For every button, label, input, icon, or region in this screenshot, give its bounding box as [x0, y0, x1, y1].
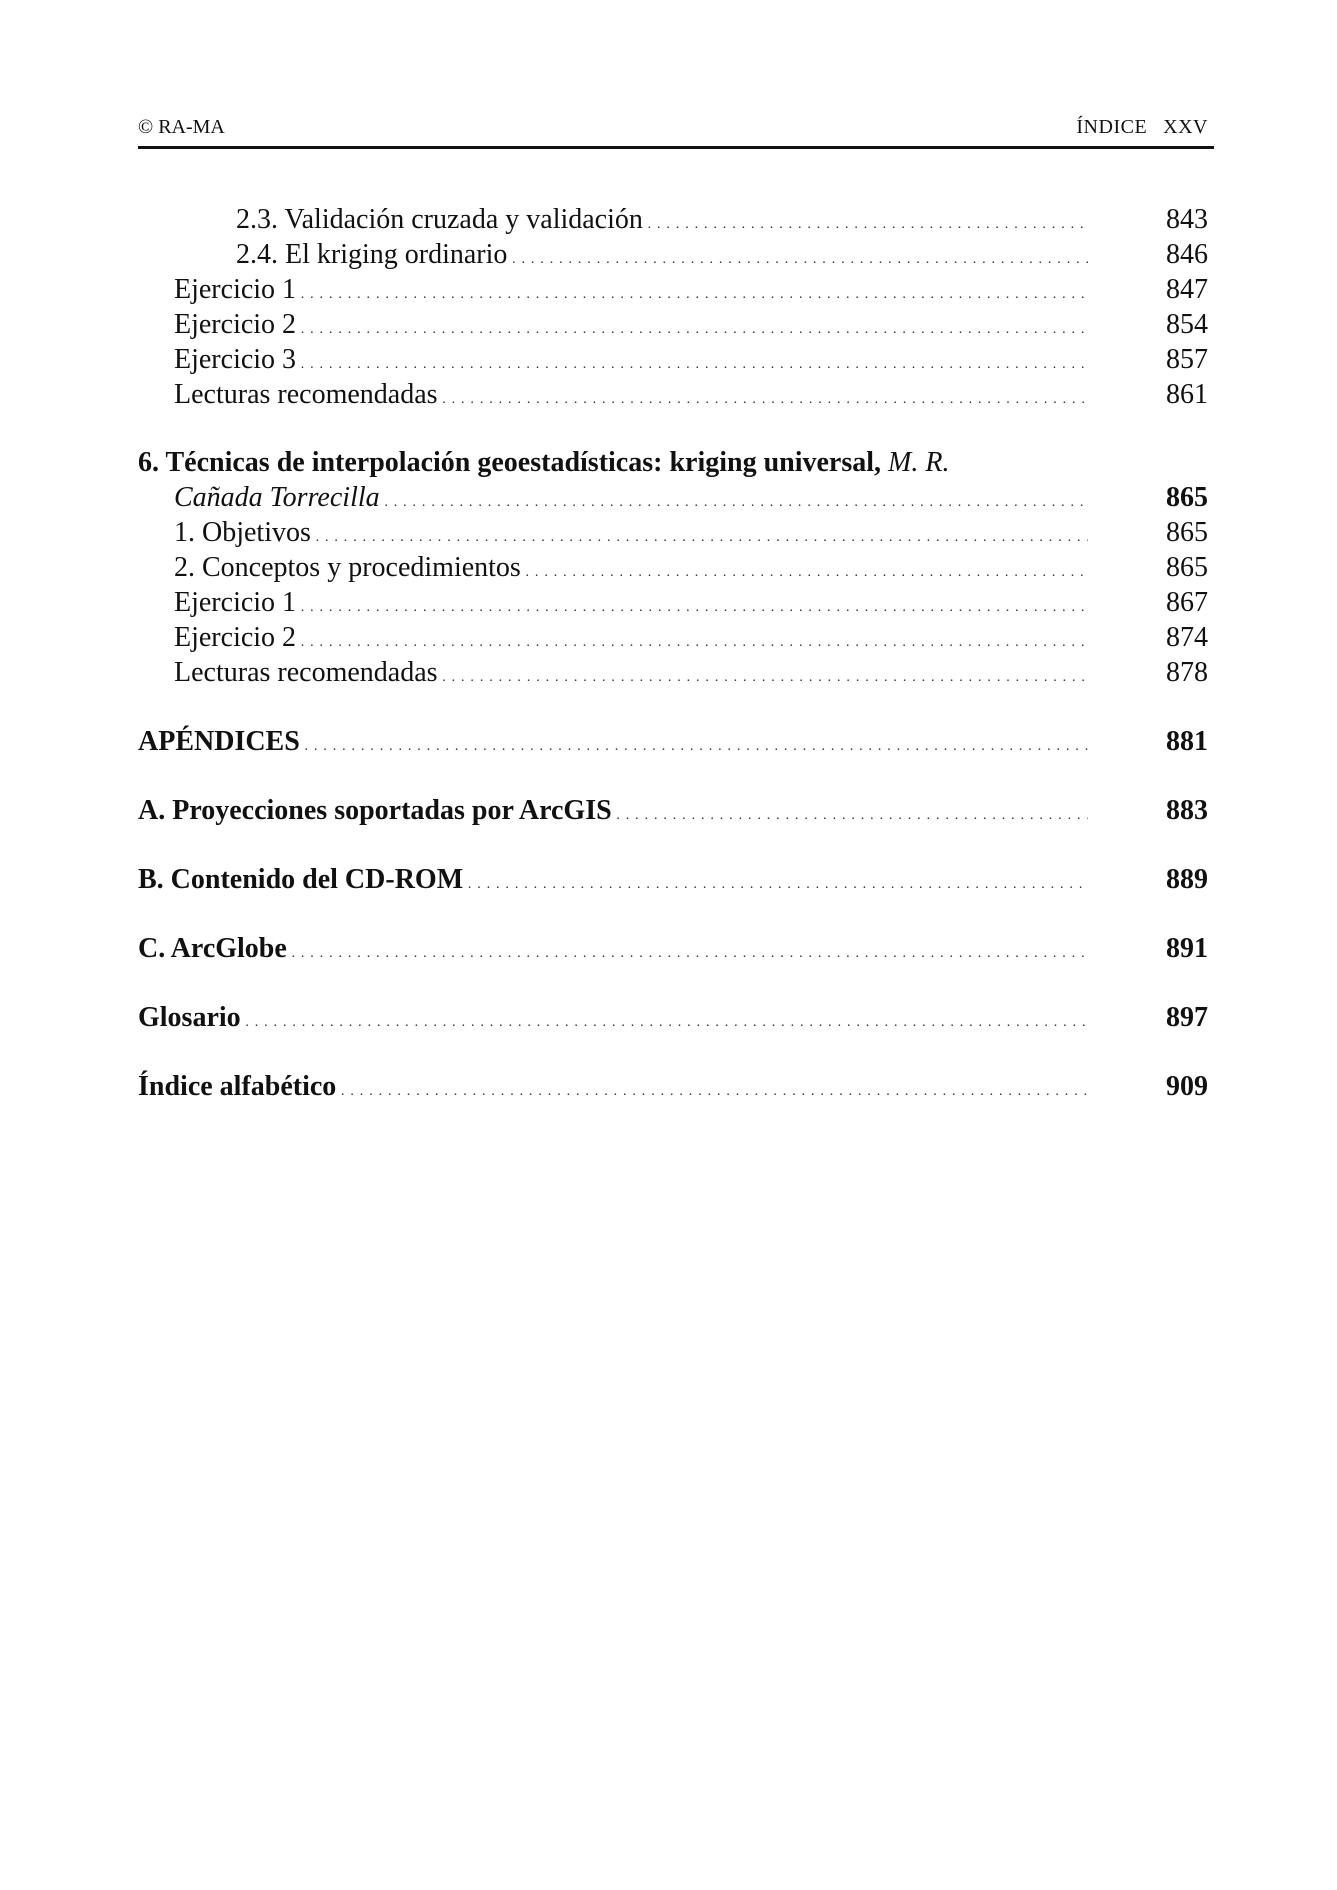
appendix-label: Glosario . . . — [138, 1000, 1088, 1040]
toc-entry — [138, 515, 1214, 550]
table-of-contents — [138, 202, 1214, 1104]
toc-entry-label: 2. Conceptos y procedimientos . . . — [138, 550, 1088, 590]
toc-entry — [138, 620, 1214, 655]
chapter-heading: 6. Técnicas de interpolación geoestadísticas: kriging universal, M. R. — [138, 447, 950, 478]
toc-entry-label: 1. Objetivos . . . — [138, 515, 1088, 555]
appendix-page: 891 — [1166, 933, 1208, 964]
chapter-page: 865 — [1166, 482, 1208, 513]
appendix-entry — [138, 1000, 1214, 1035]
toc-entry-page: 867 — [1166, 587, 1208, 618]
appendix-entry — [138, 862, 1214, 897]
toc-entry-page: 857 — [1166, 344, 1208, 375]
publisher-label: © RA-MA — [138, 116, 225, 138]
appendix-label: B. Contenido del CD-ROM . . . — [138, 862, 1088, 902]
appendix-page: 909 — [1166, 1071, 1208, 1102]
toc-entry — [138, 202, 1214, 237]
toc-entry-label: 2.3. Validación cruzada y validación . . . — [138, 202, 1088, 242]
toc-entry-page: 846 — [1166, 239, 1208, 270]
toc-entry — [138, 342, 1214, 377]
toc-entry — [138, 307, 1214, 342]
chapter-author-initials: M. R. — [888, 447, 950, 478]
toc-entry — [138, 655, 1214, 690]
appendix-entry — [138, 931, 1214, 966]
chapter-author-line — [138, 480, 1088, 520]
toc-entry-page: 847 — [1166, 274, 1208, 305]
chapter-author-row — [138, 480, 1214, 515]
appendix-page: 897 — [1166, 1002, 1208, 1033]
toc-entry-page: 861 — [1166, 379, 1208, 410]
appendix-entry — [138, 1069, 1214, 1104]
toc-entry-label: Ejercicio 2 . . . — [138, 307, 1088, 347]
appendix-page: 881 — [1166, 726, 1208, 757]
toc-entry-page: 878 — [1166, 657, 1208, 688]
toc-entry-label: Lecturas recomendadas . . . — [138, 655, 1088, 695]
appendix-page: 889 — [1166, 864, 1208, 895]
toc-entry — [138, 377, 1214, 412]
chapter-title-row — [138, 445, 1214, 480]
toc-entry-page: 854 — [1166, 309, 1208, 340]
appendix-entry — [138, 793, 1214, 828]
page-number-roman: XXV — [1163, 116, 1208, 138]
toc-entry — [138, 237, 1214, 272]
chapter-title: 6. Técnicas de interpolación geoestadísticas: kriging universal — [138, 447, 875, 478]
appendix-page: 883 — [1166, 795, 1208, 826]
toc-entry — [138, 272, 1214, 307]
toc-entry-label: Ejercicio 1 . . . — [138, 272, 1088, 312]
appendix-label: Índice alfabético . . . — [138, 1069, 1088, 1109]
toc-entry-label: Ejercicio 3 . . . — [138, 342, 1088, 382]
toc-entry-page: 843 — [1166, 204, 1208, 235]
section-title: ÍNDICE — [1076, 116, 1148, 138]
toc-entry-page: 865 — [1166, 517, 1208, 548]
page-header — [138, 116, 1214, 149]
toc-entry-label: Ejercicio 2 . . . — [138, 620, 1088, 660]
toc-entry — [138, 585, 1214, 620]
appendix-label: C. ArcGlobe . . . — [138, 931, 1088, 971]
toc-entry-label: 2.4. El kriging ordinario . . . — [138, 237, 1088, 277]
appendix-label: A. Proyecciones soportadas por ArcGIS . . . — [138, 793, 1088, 833]
toc-entry-page: 865 — [1166, 552, 1208, 583]
toc-entry-label: Lecturas recomendadas . . . — [138, 377, 1088, 417]
appendix-label: APÉNDICES . . . — [138, 724, 1088, 764]
toc-entry-label: Ejercicio 1 . . . — [138, 585, 1088, 625]
chapter-author-name: Cañada Torrecilla — [174, 482, 380, 513]
toc-entry — [138, 550, 1214, 585]
toc-entry-page: 874 — [1166, 622, 1208, 653]
appendix-entry — [138, 724, 1214, 759]
running-head — [1076, 116, 1208, 139]
